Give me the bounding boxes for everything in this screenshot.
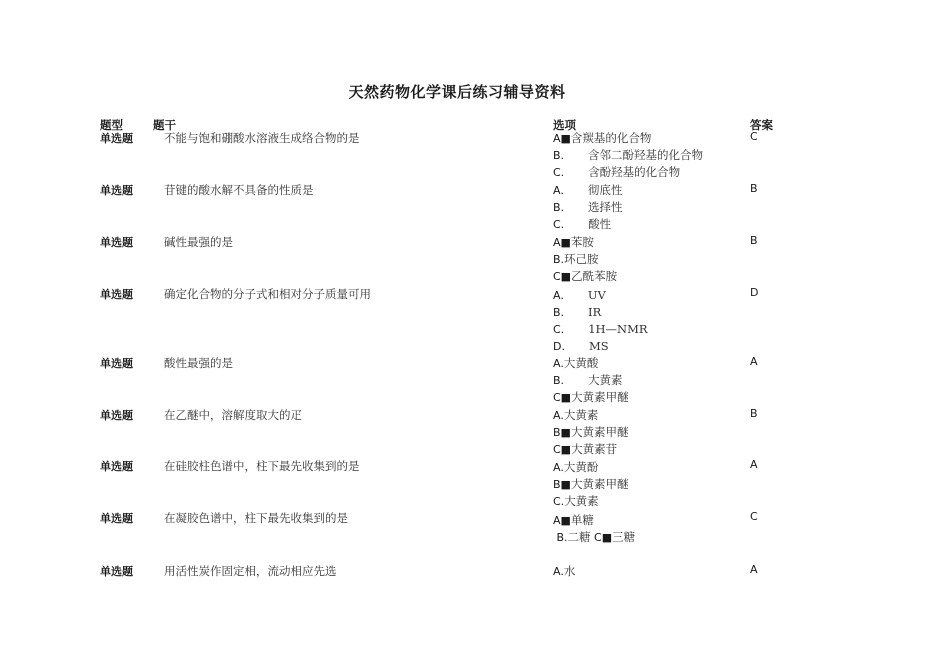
- option-item: [553, 199, 623, 216]
- option-text: 大黄酚: [563, 460, 599, 474]
- option-text: UV: [587, 288, 606, 302]
- option-item: [553, 287, 648, 304]
- option-item: [553, 251, 617, 268]
- question-type: 单选题: [100, 184, 133, 197]
- header-type: 题型: [100, 118, 123, 132]
- option-label: B.: [553, 374, 565, 387]
- question-answer: D: [750, 286, 759, 299]
- option-text: 大黄素苷: [571, 442, 618, 456]
- option-item: [553, 529, 635, 546]
- option-item: [553, 476, 628, 493]
- option-text: 单糖: [570, 513, 594, 527]
- option-item: [553, 304, 648, 321]
- option-item: [553, 216, 623, 233]
- question-answer: B: [750, 182, 758, 195]
- question-answer: B: [750, 234, 758, 247]
- option-list: [553, 563, 575, 580]
- option-label: C.: [553, 323, 565, 336]
- option-item: [553, 182, 623, 199]
- option-label: A■: [553, 236, 571, 249]
- option-label: B.: [553, 306, 565, 319]
- option-text: 大黄素甲醚: [570, 477, 629, 491]
- option-text: 三糖: [612, 530, 636, 544]
- option-label: C■: [553, 270, 572, 283]
- option-text: 含羰基的化合物: [570, 131, 652, 145]
- option-list: [553, 130, 703, 181]
- option-item: [553, 130, 703, 147]
- option-list: [553, 182, 623, 233]
- option-text: 含酚羟基的化合物: [588, 165, 681, 179]
- option-list: [553, 234, 617, 285]
- header-stem: 题干: [153, 118, 176, 132]
- option-item: [553, 493, 628, 510]
- option-item: [553, 268, 617, 285]
- question-answer: C: [750, 510, 758, 523]
- question-type: 单选题: [100, 565, 133, 578]
- option-text: 含邻二酚羟基的化合物: [588, 148, 704, 162]
- option-text: 1H—NMR: [588, 322, 648, 336]
- question-stem: 酸性最强的是: [164, 356, 233, 370]
- option-list: [553, 407, 628, 458]
- question-type: 单选题: [100, 132, 133, 145]
- option-item: [553, 372, 629, 389]
- option-label: B.: [553, 201, 565, 214]
- question-answer: C: [750, 130, 758, 143]
- option-item: [553, 459, 628, 476]
- option-list: [553, 355, 629, 406]
- option-label: B.: [553, 253, 565, 266]
- question-answer: A: [750, 563, 758, 576]
- option-label: A.: [553, 289, 564, 302]
- option-text: 水: [563, 564, 576, 578]
- option-label: A.: [553, 461, 564, 474]
- option-text: 选择性: [588, 200, 623, 214]
- option-label: A.: [553, 357, 564, 370]
- option-item: [553, 563, 575, 580]
- header-answer: 答案: [750, 118, 773, 132]
- option-text: 大黄素: [588, 373, 623, 387]
- option-label: A.: [553, 409, 564, 422]
- option-label: C.: [553, 495, 565, 508]
- question-type: 单选题: [100, 236, 133, 249]
- document-title: 天然药物化学课后练习辅导资料: [348, 83, 566, 101]
- option-label: C■: [594, 531, 613, 544]
- option-item: [553, 355, 629, 372]
- option-text: MS: [588, 339, 609, 353]
- option-text: 大黄素甲醚: [570, 425, 629, 439]
- option-item: [553, 389, 629, 406]
- option-list: [553, 512, 635, 546]
- option-item: [553, 164, 703, 181]
- question-answer: A: [750, 458, 758, 471]
- question-stem: 在乙醚中，溶解度取大的疋: [164, 408, 302, 422]
- question-answer: B: [750, 407, 758, 420]
- question-stem: 确定化合物的分子式和相对分子质量可用: [164, 287, 371, 301]
- option-label: A.: [553, 565, 564, 578]
- question-stem: 不能与饱和硼酸水溶液生成络合物的是: [164, 131, 360, 145]
- option-label: C■: [553, 443, 572, 456]
- option-text: 环己胺: [564, 252, 599, 266]
- option-text: 酸性: [588, 217, 612, 231]
- option-list: [553, 287, 648, 355]
- option-text: 苯胺: [570, 235, 594, 249]
- option-item: [553, 424, 628, 441]
- option-label: B■: [553, 478, 571, 491]
- option-text: IR: [588, 305, 602, 319]
- option-item: [553, 512, 635, 529]
- option-text: 大黄素: [563, 408, 599, 422]
- question-answer: A: [750, 355, 758, 368]
- option-label: A■: [553, 132, 571, 145]
- question-type: 单选题: [100, 512, 133, 525]
- option-label: B■: [553, 426, 571, 439]
- question-stem: 碱性最强的是: [164, 235, 233, 249]
- option-list: [553, 459, 628, 510]
- header-options: 选项: [553, 118, 576, 132]
- question-type: 单选题: [100, 288, 133, 301]
- option-item: [553, 441, 628, 458]
- option-label: A.: [553, 184, 564, 197]
- option-item: [553, 338, 648, 355]
- option-label: D.: [553, 340, 565, 353]
- question-type: 单选题: [100, 409, 133, 422]
- option-item: [553, 147, 703, 164]
- question-stem: 苷键的酸水解不具备的性质是: [164, 183, 314, 197]
- question-stem: 用活性炭作固定相，流动相应先选: [164, 564, 337, 578]
- option-text: 二糖: [567, 530, 591, 544]
- option-item: [553, 407, 628, 424]
- question-type: 单选题: [100, 460, 133, 473]
- option-text: 大黄素: [564, 494, 599, 508]
- option-label: B.: [553, 149, 565, 162]
- option-text: 大黄酸: [563, 356, 599, 370]
- option-label: C.: [553, 218, 565, 231]
- option-label: B.: [553, 531, 568, 544]
- option-text: 彻底性: [587, 183, 623, 197]
- option-label: C.: [553, 166, 565, 179]
- option-item: [553, 321, 648, 338]
- option-label: C■: [553, 391, 572, 404]
- option-item: [553, 234, 617, 251]
- option-text: 乙酰苯胺: [571, 269, 618, 283]
- option-text: 大黄素甲醚: [571, 390, 629, 404]
- question-type: 单选题: [100, 357, 133, 370]
- question-stem: 在硅胶柱色谱中，柱下最先收集到的是: [164, 459, 360, 473]
- question-stem: 在凝胶色谱中，柱下最先收集到的是: [164, 511, 348, 525]
- option-label: A■: [553, 514, 571, 527]
